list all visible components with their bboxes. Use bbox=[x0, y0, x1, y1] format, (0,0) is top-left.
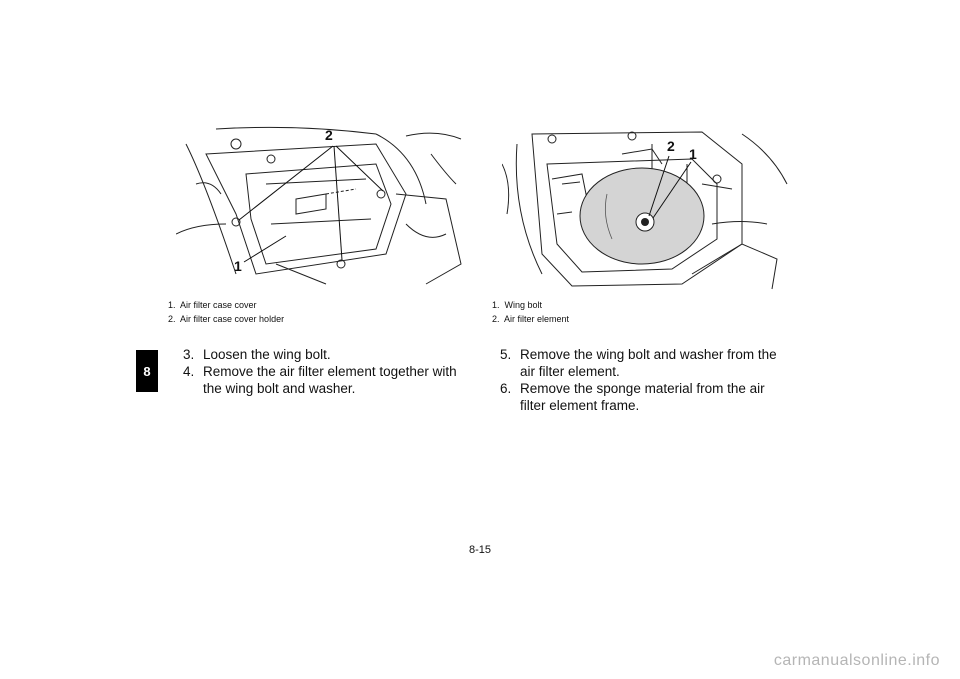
step-number: 3. bbox=[183, 347, 195, 362]
steps-left bbox=[183, 346, 468, 397]
step-text: Remove the air filter element together with the wing bolt and washer. bbox=[203, 364, 457, 396]
illustration-air-filter-case bbox=[176, 124, 466, 290]
caption-left-item: 2. Air filter case cover holder bbox=[168, 314, 285, 324]
step-item bbox=[500, 380, 785, 414]
step-number: 6. bbox=[500, 381, 512, 396]
step-text: Loosen the wing bolt. bbox=[203, 347, 331, 362]
caption-right-item: 1. Wing bolt bbox=[492, 300, 543, 310]
steps-right bbox=[500, 346, 785, 414]
callout-2-left: 2 bbox=[325, 127, 333, 143]
caption-right bbox=[492, 298, 569, 326]
step-text: Remove the sponge material from the air filter element frame. bbox=[520, 381, 765, 413]
step-number: 5. bbox=[500, 347, 512, 362]
callout-1-right: 1 bbox=[689, 146, 697, 162]
step-item bbox=[500, 346, 785, 380]
watermark-link[interactable]: carmanualsonline.info bbox=[773, 652, 940, 669]
step-number: 4. bbox=[183, 364, 195, 379]
step-item bbox=[183, 363, 468, 397]
step-text: Remove the wing bolt and washer from the air filter element. bbox=[520, 347, 777, 379]
figure-air-filter-case bbox=[176, 124, 466, 290]
page-number: 8-15 bbox=[468, 544, 492, 556]
caption-left-item: 1. Air filter case cover bbox=[168, 300, 257, 310]
section-tab: 8 bbox=[136, 350, 158, 392]
figure-air-filter-element bbox=[502, 124, 792, 296]
caption-left bbox=[168, 298, 284, 326]
caption-right-item: 2. Air filter element bbox=[492, 314, 570, 324]
step-item bbox=[183, 346, 468, 363]
illustration-air-filter-element bbox=[502, 124, 792, 296]
callout-2-right: 2 bbox=[667, 138, 675, 154]
callout-1-left: 1 bbox=[234, 258, 242, 274]
